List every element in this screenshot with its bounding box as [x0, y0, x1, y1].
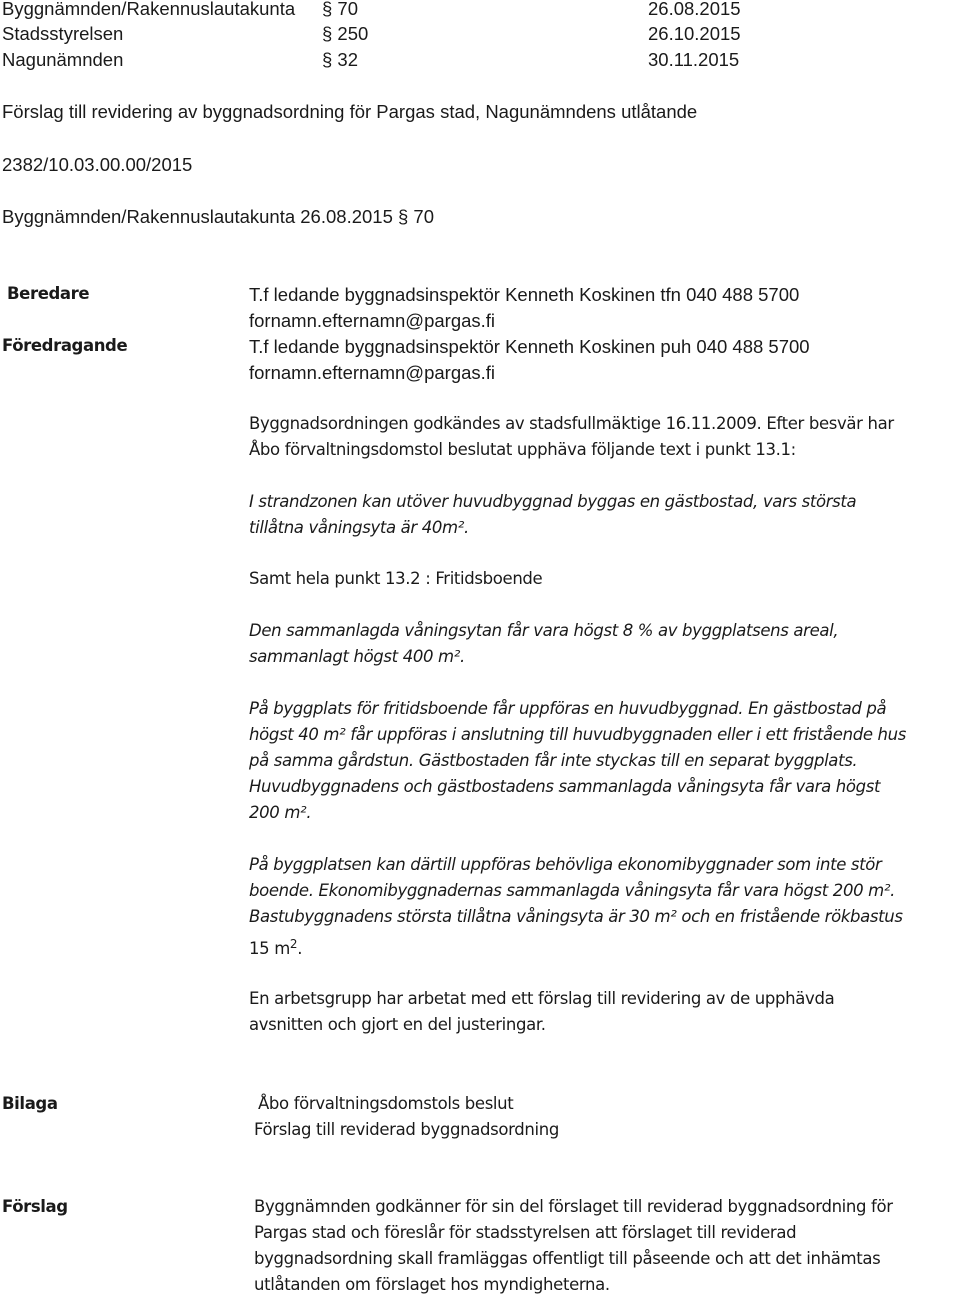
quote-text: på samma gårdstun. Gästbostaden får inte styckas till en separat byggplats.: [249, 751, 858, 770]
body-text: Samt hela punkt 13.2 : Fritidsboende: [249, 569, 543, 588]
header-date: 26.08.2015: [648, 0, 741, 19]
presenter-email: fornamn.efternamn@pargas.fi: [249, 362, 496, 383]
body-text: En arbetsgrupp har arbetat med ett förslag till revidering av de upphävda: [249, 989, 835, 1008]
body-text: Byggnadsordningen godkändes av stadsfullmäktige 16.11.2009. Efter besvär har: [249, 414, 894, 433]
header-body: Stadsstyrelsen: [2, 23, 124, 44]
quote-text: 200 m².: [249, 803, 312, 822]
quote-text: tillåtna våningsyta är 40m².: [249, 518, 469, 537]
quote-text: sammanlagt högst 400 m².: [249, 647, 465, 666]
quote-text: På byggplats för fritidsboende får uppföras en huvudbyggnad. En gästbostad på: [249, 699, 887, 718]
quote-text: På byggplatsen kan därtill uppföras behövliga ekonomibyggnader som inte stör: [249, 855, 882, 874]
quote-text: Bastubyggnadens största tillåtna våningsyta är 30 m² och en fristående rökbastus: [249, 907, 903, 926]
reference-line: Byggnämnden/Rakennuslautakunta 26.08.2015 § 70: [2, 206, 435, 227]
preparer-label: Beredare: [7, 284, 90, 303]
body-text: Åbo förvaltningsdomstol beslutat upphäva följande text i punkt 13.1:: [249, 440, 796, 459]
proposal-text: Pargas stad och föreslår för stadsstyrelsen att förslaget till reviderad: [254, 1223, 797, 1242]
header-body: Nagunämnden: [2, 49, 124, 70]
area-value: 15 m: [249, 939, 290, 958]
quote-text: Huvudbyggnadens och gästbostadens sammanlagda våningsyta får vara högst: [249, 777, 881, 796]
area-exponent: 2: [289, 937, 298, 951]
presenter-line1: T.f ledande byggnadsinspektör Kenneth Koskinen puh 040 488 5700: [249, 336, 810, 357]
header-date: 26.10.2015: [648, 23, 741, 44]
proposal-label: Förslag: [2, 1197, 68, 1216]
body-text: avsnitten och gjort en del justeringar.: [249, 1015, 546, 1034]
area-end: .: [297, 939, 303, 958]
case-number: 2382/10.03.00.00/2015: [2, 154, 193, 175]
attachments-label: Bilaga: [2, 1094, 58, 1113]
header-section: § 70: [322, 0, 359, 19]
quote-text: Den sammanlagda våningsytan får vara högst 8 % av byggplatsens areal,: [249, 621, 839, 640]
proposal-text: byggnadsordning skall framläggas offentligt till påseende och att det inhämtas: [254, 1249, 881, 1268]
header-body: Byggnämnden/Rakennuslautakunta: [2, 0, 296, 19]
presenter-label: Föredragande: [2, 336, 128, 355]
header-date: 30.11.2015: [648, 49, 740, 70]
attachment-item: Åbo förvaltningsdomstols beslut: [258, 1094, 514, 1113]
header-section: § 32: [322, 49, 359, 70]
document-title: Förslag till revidering av byggnadsordning för Pargas stad, Nagunämndens utlåtande: [2, 101, 698, 122]
preparer-email: fornamn.efternamn@pargas.fi: [249, 310, 496, 331]
proposal-text: Byggnämnden godkänner för sin del förslaget till reviderad byggnadsordning för: [254, 1197, 893, 1216]
quote-text: I strandzonen kan utöver huvudbyggnad byggas en gästbostad, vars största: [249, 492, 857, 511]
quote-text: högst 40 m² får uppföras i anslutning till huvudbyggnaden eller i ett fristående hus: [249, 725, 906, 744]
preparer-line1: T.f ledande byggnadsinspektör Kenneth Koskinen tfn 040 488 5700: [249, 284, 800, 305]
attachment-item: Förslag till reviderad byggnadsordning: [254, 1120, 559, 1139]
proposal-text: utlåtanden om förslaget hos myndigheterna.: [254, 1275, 610, 1294]
header-section: § 250: [322, 23, 369, 44]
quote-text: boende. Ekonomibyggnadernas sammanlagda våningsyta får vara högst 200 m².: [249, 881, 896, 900]
quote-text: [249, 937, 302, 958]
